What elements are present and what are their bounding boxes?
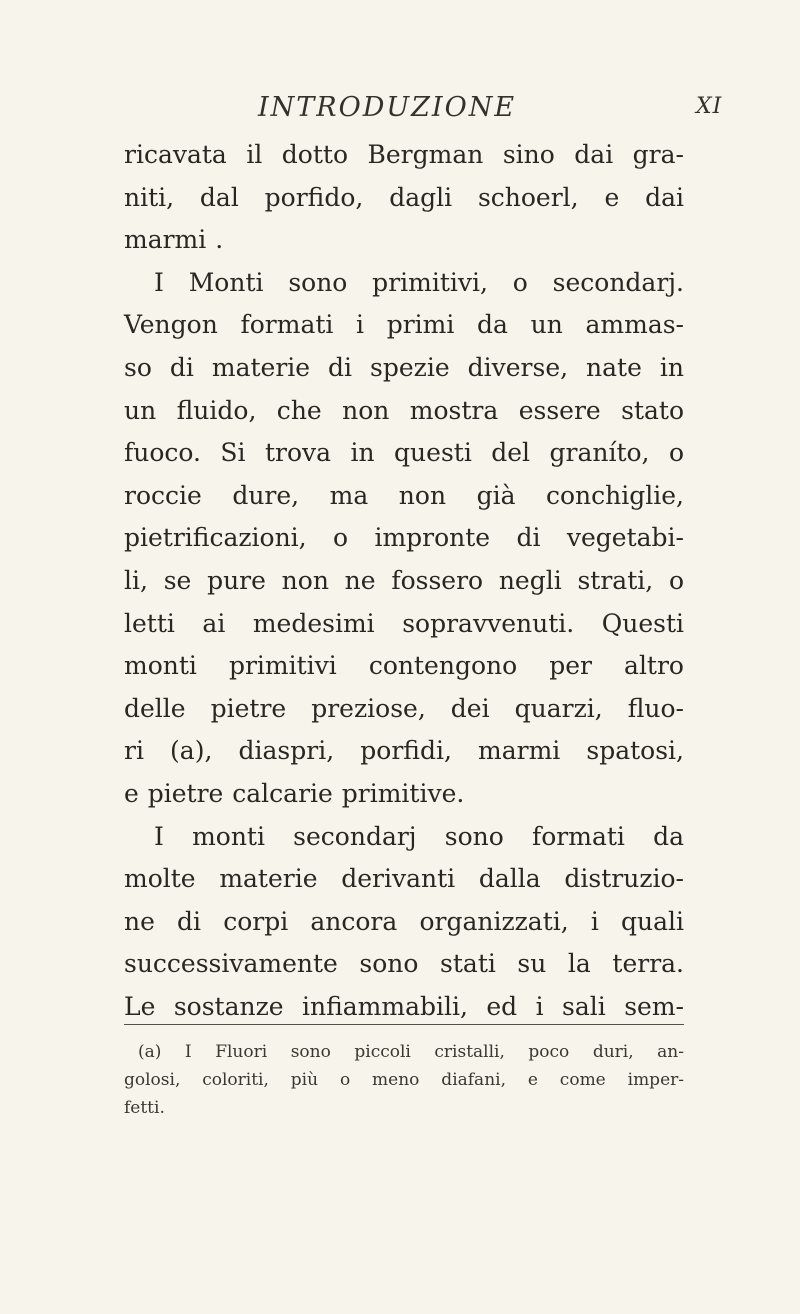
footnote-line: (a) I Fluori sono piccoli cristalli, poco duri, an- [138,1042,684,1062]
text-line: e pietre calcarie primitive. [124,778,465,808]
text-line: ri (a), diaspri, porfidi, marmi spatosi, [124,736,684,766]
running-title: INTRODUZIONE [258,92,517,123]
text-line: ne di corpi ancora organizzati, i quali [124,906,684,936]
text-line: Vengon formati i primi da un ammas- [124,310,684,340]
text-line: delle pietre preziose, dei quarzi, fluo- [124,693,684,723]
text-line: letti ai medesimi sopravvenuti. Questi [124,608,684,638]
text-line: monti primitivi contengono per altro [124,651,684,681]
text-line: Le sostanze infiammabili, ed i sali sem- [124,991,684,1021]
text-line: successivamente sono stati su la terra. [124,949,684,979]
paragraph-start-line: I monti secondarj sono formati da [154,821,684,851]
text-line: fuoco. Si trova in questi del graníto, o [124,438,684,468]
text-line: li, se pure non ne fossero negli strati, o [124,565,684,595]
text-line: marmi . [124,225,224,255]
text-line: ricavata il dotto Bergman sino dai gra- [124,140,684,169]
text-line: molte materie derivanti dalla distruzio- [124,864,684,894]
body-text [124,134,684,1028]
page-number: XI [696,94,723,119]
text-line: niti, dal porfido, dagli schoerl, e dai [124,182,684,212]
text-line: so di materie di spezie diverse, nate in [124,352,684,382]
footnote-line: fetti. [124,1098,165,1118]
text-line: pietrificazioni, o impronte di vegetabi- [124,523,684,553]
footnote-divider [124,1024,684,1025]
paragraph-start-line: I Monti sono primitivi, o secondarj. [154,267,684,297]
footnote-line: golosi, coloriti, più o meno diafani, e come imper- [124,1070,684,1090]
footnote [124,1038,684,1122]
running-head [0,92,800,132]
text-line: roccie dure, ma non già conchiglie, [124,480,684,510]
text-line: un fluido, che non mostra essere stato [124,395,684,425]
